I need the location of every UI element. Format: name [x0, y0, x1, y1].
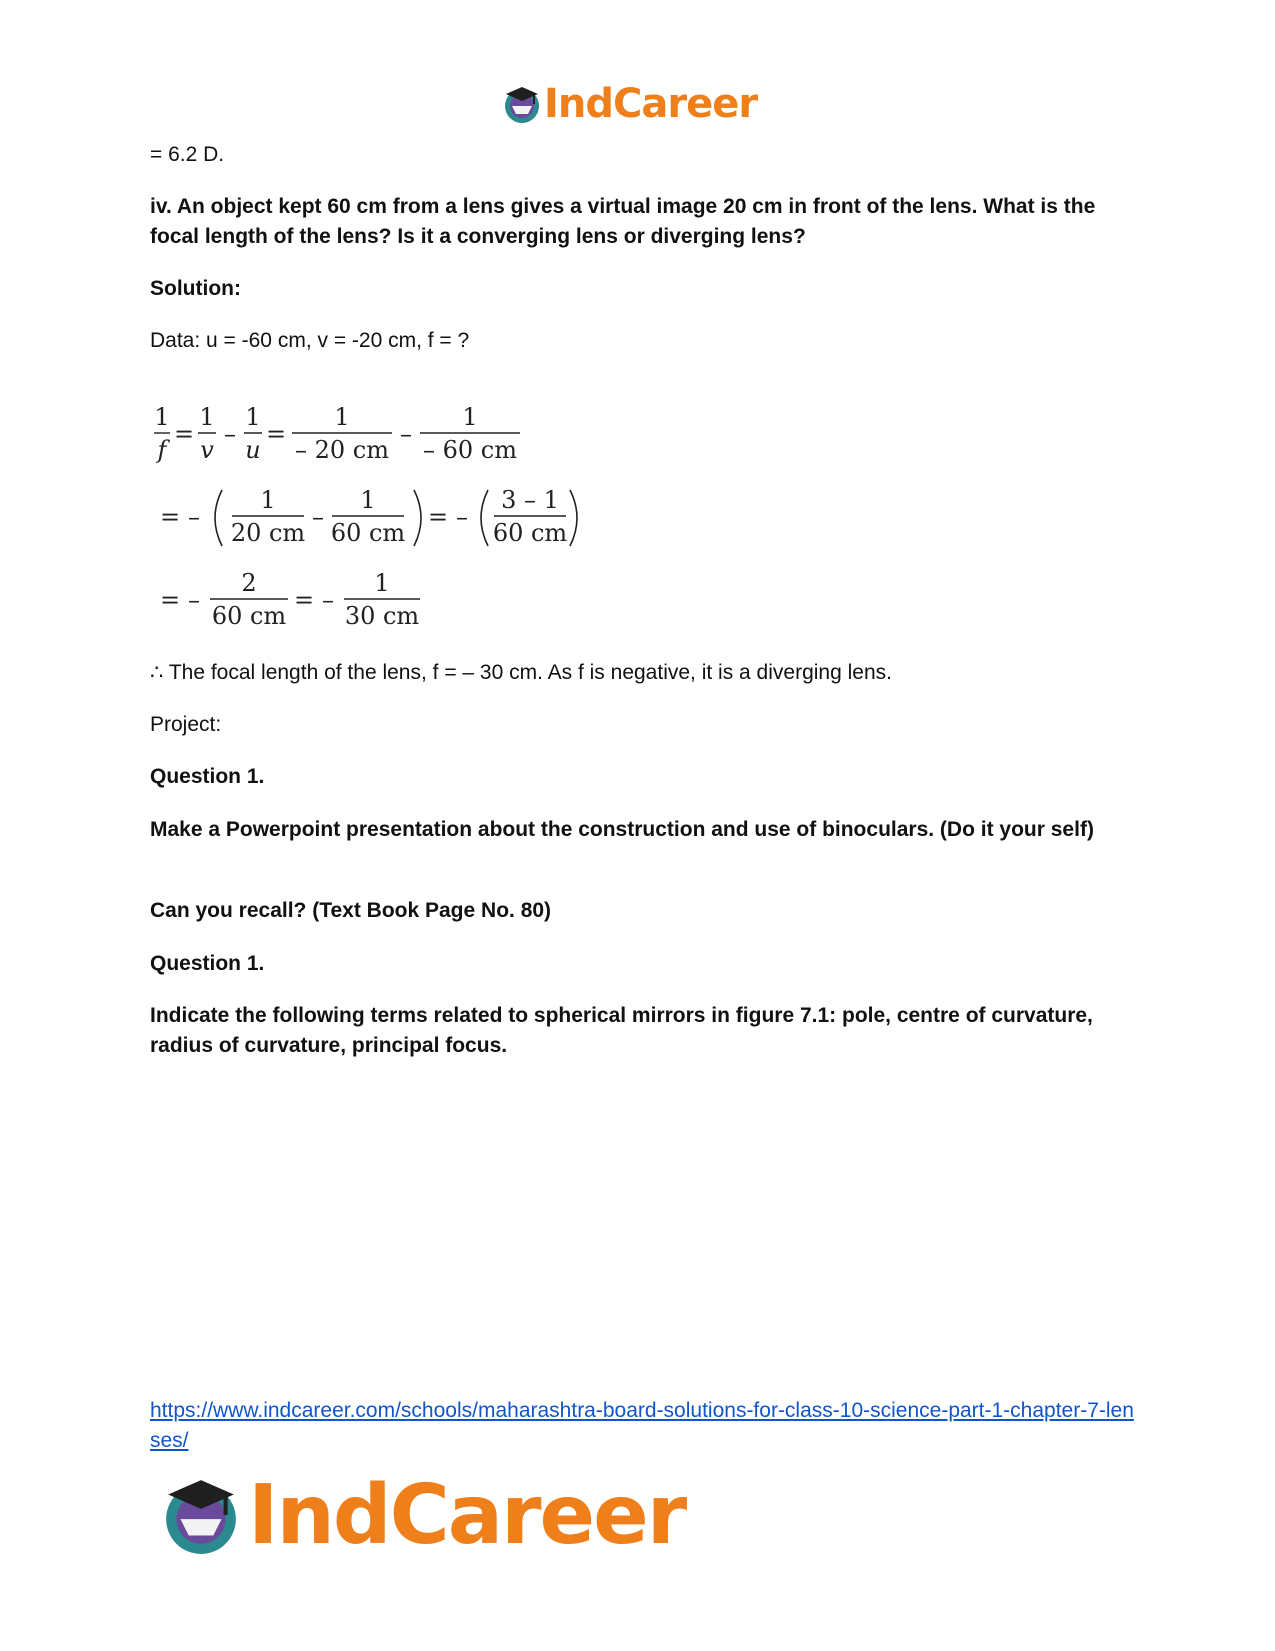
equals-sign: =: [427, 503, 449, 531]
frac-lhs-num: 1: [154, 403, 170, 431]
frac-u-den: u: [245, 436, 261, 464]
logo-wordmark: IndCareer: [544, 81, 758, 127]
minus-sign: –: [456, 503, 468, 531]
frac-r3-t2-den: 30 cm: [344, 602, 420, 630]
frac-t4-den: – 60 cm: [423, 436, 517, 464]
question-1-label-2: Question 1.: [150, 952, 265, 975]
graduation-globe-icon: [160, 1474, 242, 1556]
recall-question: Indicate the following terms related to spherical mirrors in figure 7.1: pole, centre of curvature, radius of curvature, principal focus.: [150, 1004, 1093, 1057]
minus-sign: –: [312, 503, 324, 531]
equals-sign: =: [265, 420, 287, 448]
equals-sign: =: [159, 586, 181, 614]
minus-sign: –: [188, 503, 200, 531]
frac-r2-t2-den: 60 cm: [330, 519, 406, 547]
equals-sign: =: [173, 420, 195, 448]
minus-sign: –: [400, 420, 412, 448]
question-1-label: Question 1.: [150, 765, 265, 788]
result-line: = 6.2 D.: [150, 143, 225, 166]
frac-r2-t1-num: 1: [260, 486, 276, 514]
project-label: Project:: [150, 713, 222, 736]
minus-sign: –: [322, 586, 334, 614]
frac-r2-t3-num: 3 – 1: [501, 486, 559, 514]
frac-v-num: 1: [199, 403, 215, 431]
data-line: Data: u = -60 cm, v = -20 cm, f = ?: [150, 329, 470, 352]
source-link[interactable]: https://www.indcareer.com/schools/maharashtra-board-solutions-for-class-10-science-part-1-chapter-7-lenses/: [150, 1399, 1134, 1452]
equation-row-2: [160, 486, 577, 547]
frac-r2-t3-den: 60 cm: [492, 519, 568, 547]
frac-r2-t2-num: 1: [360, 486, 376, 514]
conclusion-line: ∴ The focal length of the lens, f = – 30 cm. As f is negative, it is a diverging lens.: [150, 661, 892, 684]
project-question: Make a Powerpoint presentation about the construction and use of binoculars. (Do it your self): [150, 818, 1094, 841]
lens-formula-derivation: [152, 400, 632, 670]
recall-label: Can you recall? (Text Book Page No. 80): [150, 899, 552, 922]
frac-lhs-den: f: [157, 436, 167, 464]
minus-sign: –: [188, 586, 200, 614]
logo-wordmark: IndCareer: [248, 1467, 686, 1563]
frac-v-den: v: [200, 436, 214, 464]
question-iv: iv. An object kept 60 cm from a lens gives a virtual image 20 cm in front of the lens. What is the focal length of the lens? Is it a converging lens or diverging lens?: [150, 195, 1096, 248]
frac-r3-t1-den: 60 cm: [211, 602, 287, 630]
frac-r2-t1-den: 20 cm: [230, 519, 306, 547]
solution-label: Solution:: [150, 277, 241, 300]
frac-t3-num: 1: [334, 403, 350, 431]
minus-sign: –: [224, 420, 236, 448]
header-logo: [502, 80, 757, 128]
equation-row-3: [160, 569, 420, 630]
frac-t4-num: 1: [462, 403, 478, 431]
frac-u-num: 1: [245, 403, 261, 431]
frac-r3-t2-num: 1: [374, 569, 390, 597]
equals-sign: =: [293, 586, 315, 614]
equals-sign: =: [159, 503, 181, 531]
frac-r3-t1-num: 2: [241, 569, 257, 597]
equation-row-1: [154, 403, 520, 464]
frac-t3-den: – 20 cm: [295, 436, 389, 464]
footer-logo: [160, 1467, 686, 1563]
graduation-globe-icon: [502, 84, 542, 124]
